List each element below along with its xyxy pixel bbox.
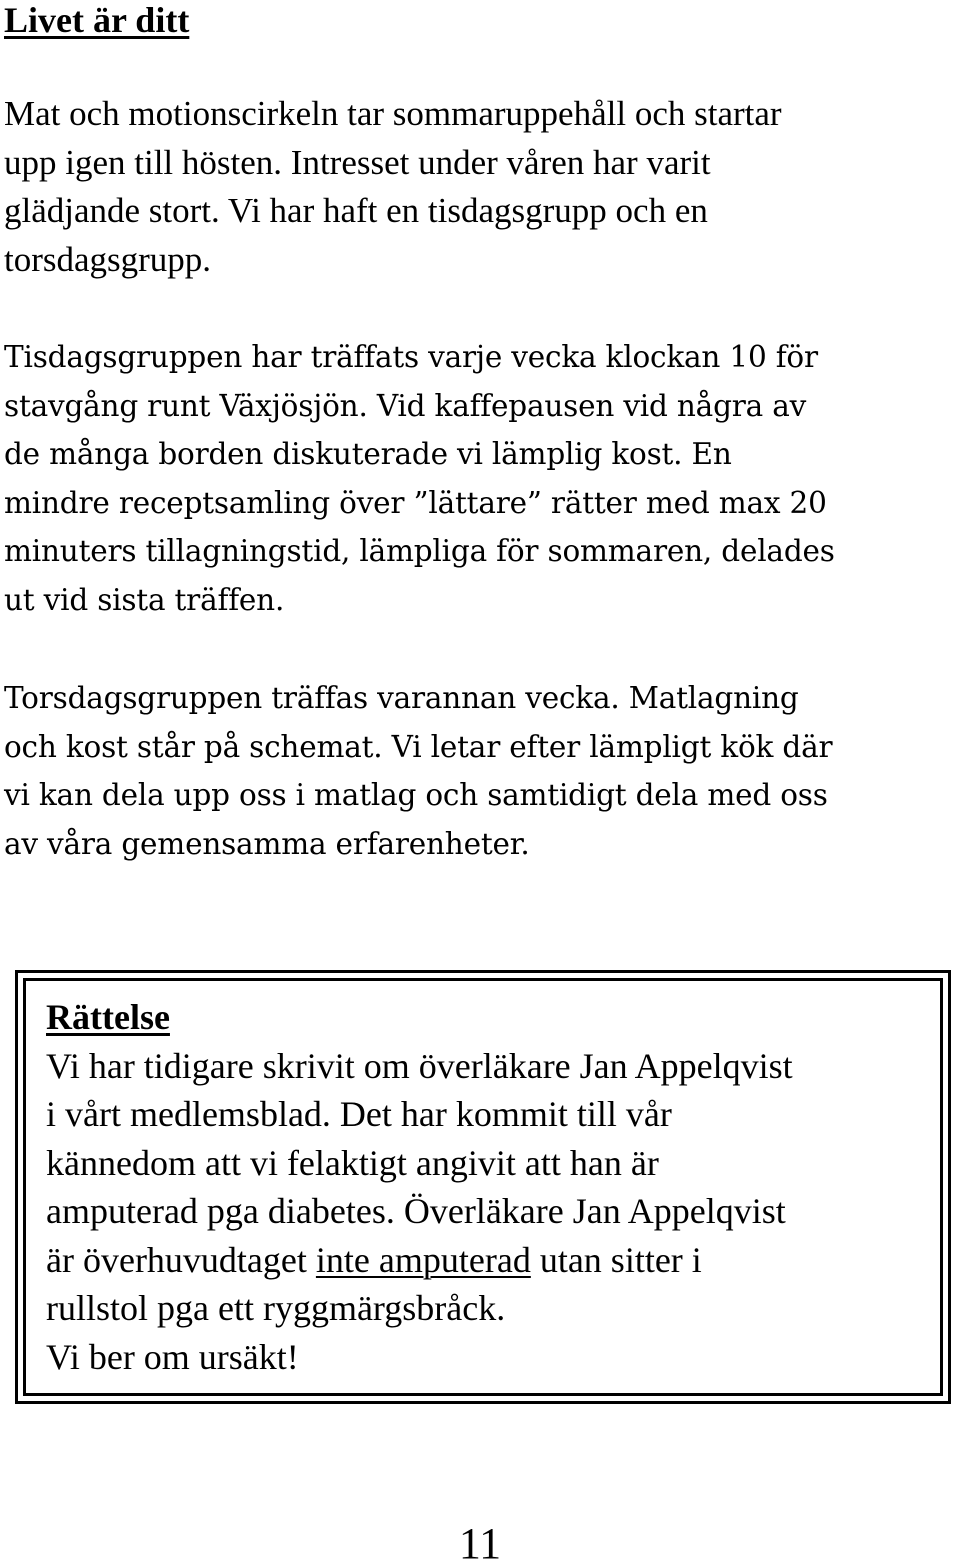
text-line: Vi ber om ursäkt! xyxy=(46,1336,299,1377)
text-segment: utan sitter i xyxy=(530,1239,702,1280)
text-line: rullstol pga ett ryggmärgsbråck. xyxy=(46,1288,506,1328)
text-line: upp igen till hösten. Intresset under våren har varit xyxy=(4,142,711,182)
text-line: i vårt medlemsblad. Det har kommit till vår xyxy=(46,1094,672,1134)
text-line: minuters tillagningstid, lämpliga för sommaren, delades xyxy=(4,534,835,568)
text-line: Torsdagsgruppen träffas varannan vecka. Matlagning xyxy=(4,681,799,715)
text-line: mindre receptsamling över ”lättare” rätter med max 20 xyxy=(4,485,827,520)
text-segment: är överhuvudtaget xyxy=(46,1239,316,1280)
text-line: ut vid sista träffen. xyxy=(4,582,285,617)
text-line: stavgång runt Växjösjön. Vid kaffepausen vid några av xyxy=(4,388,807,423)
text-line: de många borden diskuterade vi lämplig kost. En xyxy=(4,437,732,471)
underlined-emphasis: inte amputerad xyxy=(315,1239,531,1280)
text-line: Tisdagsgruppen har träffats varje vecka klockan 10 för xyxy=(4,340,818,374)
page-number: 11 xyxy=(458,1519,502,1568)
text-line: torsdagsgrupp. xyxy=(4,239,212,279)
text-line: vi kan dela upp oss i matlag och samtidigt dela med oss xyxy=(4,778,828,812)
paragraph-intro xyxy=(4,90,954,284)
text-line: av våra gemensamma erfarenheter. xyxy=(4,826,530,861)
text-line xyxy=(46,1236,936,1285)
correction-notice xyxy=(46,993,936,1381)
correction-heading: Rättelse xyxy=(46,997,170,1037)
text-line: och kost står på schemat. Vi letar efter lämpligt kök där xyxy=(4,729,833,764)
paragraph-thursday-group xyxy=(4,674,954,868)
text-line: glädjande stort. Vi har haft en tisdagsgrupp och en xyxy=(4,191,708,230)
text-line: kännedom att vi felaktigt angivit att han är xyxy=(46,1142,659,1183)
text-line: amputerad pga diabetes. Överläkare Jan Appelqvist xyxy=(46,1191,786,1231)
text-line: Mat och motionscirkeln tar sommaruppehåll och startar xyxy=(4,94,782,133)
article-title: Livet är ditt xyxy=(4,0,190,40)
paragraph-tuesday-group xyxy=(4,333,954,624)
text-line: Vi har tidigare skrivit om överläkare Jan Appelqvist xyxy=(46,1045,793,1086)
